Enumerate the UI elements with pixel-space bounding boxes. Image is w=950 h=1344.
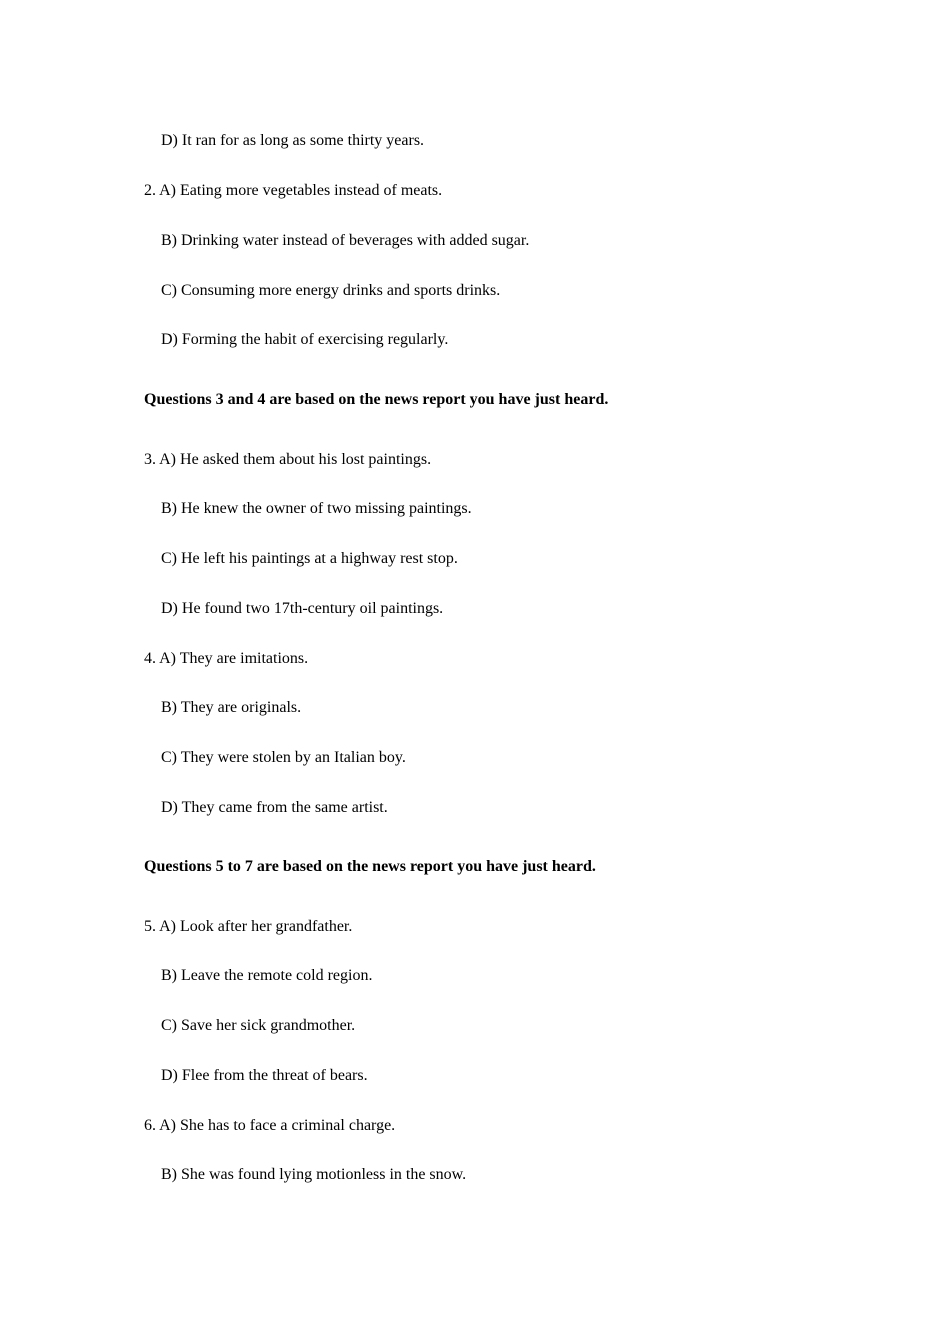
option-text: They were stolen by an Italian boy. <box>180 749 406 766</box>
q3-option-c <box>161 549 458 569</box>
q2-option-c <box>161 281 500 301</box>
option-label: D) <box>161 600 178 617</box>
q5-option-c <box>161 1016 355 1036</box>
q3-option-a <box>144 450 431 470</box>
section-heading: Questions 3 and 4 are based on the news report you have just heard. <box>144 391 609 408</box>
section-heading: Questions 5 to 7 are based on the news report you have just heard. <box>144 858 596 875</box>
option-label: B) <box>161 500 177 517</box>
q5-option-d <box>161 1066 368 1086</box>
q3-option-b <box>161 499 472 519</box>
q2-option-a <box>144 181 442 201</box>
option-text: Save her sick grandmother. <box>181 1017 356 1034</box>
q4-option-c <box>161 748 406 768</box>
option-label: D) <box>161 799 178 816</box>
option-label: C) <box>161 1017 177 1034</box>
option-text: Eating more vegetables instead of meats. <box>180 182 443 199</box>
option-label: D) <box>161 132 178 149</box>
option-text: He knew the owner of two missing paintings. <box>181 500 472 517</box>
q1-option-d <box>161 131 424 151</box>
option-label: C) <box>161 282 177 299</box>
q6-option-a <box>144 1116 395 1136</box>
option-text: Forming the habit of exercising regularly. <box>181 331 449 348</box>
option-label: B) <box>161 967 177 984</box>
option-text: She has to face a criminal charge. <box>180 1117 396 1134</box>
q5-option-a <box>144 917 352 937</box>
option-text: Look after her grandfather. <box>180 918 353 935</box>
option-text: He left his paintings at a highway rest stop. <box>181 550 458 567</box>
option-text: They came from the same artist. <box>181 799 388 816</box>
option-text: She was found lying motionless in the snow. <box>181 1166 467 1183</box>
q5-option-b <box>161 966 372 986</box>
option-label: B) <box>161 232 177 249</box>
option-label: D) <box>161 1067 178 1084</box>
option-text: Drinking water instead of beverages with added sugar. <box>181 232 530 249</box>
q3-option-d <box>161 599 443 619</box>
option-text: Consuming more energy drinks and sports drinks. <box>181 282 501 299</box>
option-label: A) <box>159 451 177 468</box>
option-label: B) <box>161 1166 177 1183</box>
option-text: They are imitations. <box>179 650 309 667</box>
option-label: C) <box>161 550 177 567</box>
q2-option-b <box>161 231 529 251</box>
question-number: 6. <box>144 1117 156 1134</box>
option-label: A) <box>159 650 177 667</box>
q4-option-b <box>161 698 301 718</box>
option-label: A) <box>159 918 177 935</box>
option-text: Leave the remote cold region. <box>181 967 373 984</box>
question-number: 4. <box>144 650 156 667</box>
option-label: D) <box>161 331 178 348</box>
q6-option-b <box>161 1165 466 1185</box>
q2-option-d <box>161 330 448 350</box>
option-label: A) <box>159 182 177 199</box>
question-number: 5. <box>144 918 156 935</box>
option-label: C) <box>161 749 177 766</box>
q4-option-d <box>161 798 388 818</box>
question-number: 3. <box>144 451 156 468</box>
option-label: A) <box>159 1117 177 1134</box>
option-text: He asked them about his lost paintings. <box>180 451 432 468</box>
option-text: Flee from the threat of bears. <box>181 1067 368 1084</box>
q4-option-a <box>144 649 308 669</box>
option-text: It ran for as long as some thirty years. <box>181 132 425 149</box>
question-number: 2. <box>144 182 156 199</box>
option-text: He found two 17th-century oil paintings. <box>181 600 444 617</box>
option-label: B) <box>161 699 177 716</box>
option-text: They are originals. <box>180 699 302 716</box>
